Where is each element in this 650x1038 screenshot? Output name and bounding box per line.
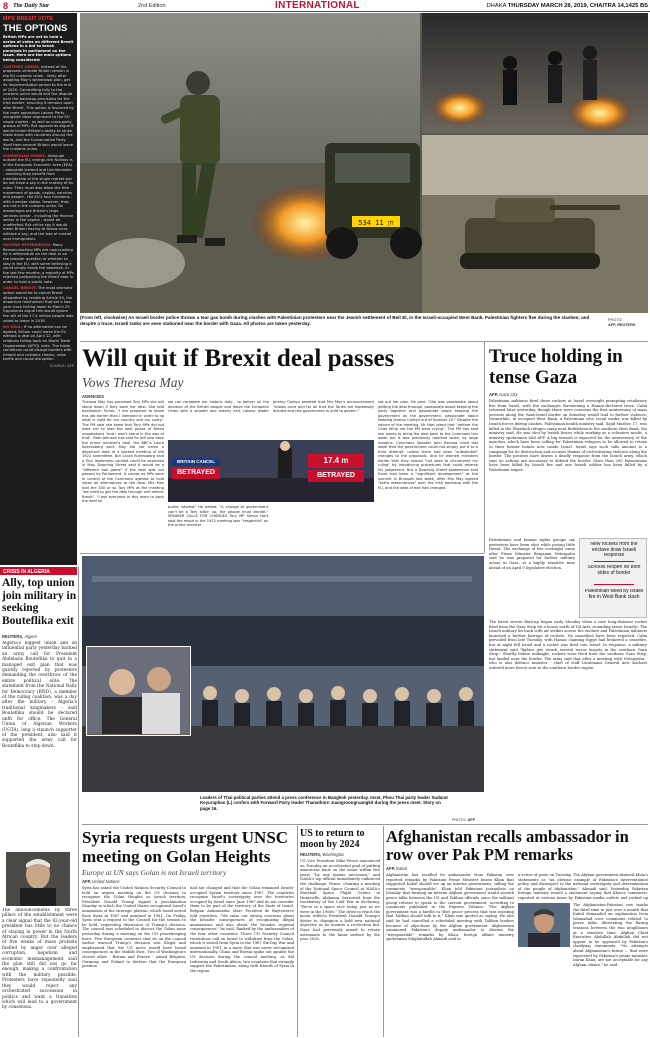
thai-inset-photo (86, 646, 191, 736)
syria-deck: Europe at UN says Golan is not Israeli territory (82, 868, 227, 877)
sidebar-option-2-text: Although outside the EU, energy-rich Norway is in the European Economic Area (EEA) - alongside Iceland and Liechtenstein - meaning they benefit from membership of the single market but do not have a say in the making of its rules. They must also allow the free movement of goods, capital, services and people - the EU's four freedoms - with member states. However, they are not in the customs union. Its advantages are Britain's large services sector - including the finance sector in the capital - would be unaffected. But critics say it would mean Britain having to follow rules without a say, and the loss of control over immigration. (3, 153, 74, 241)
photo-credit-text: AFP, REUTERS (608, 322, 636, 327)
gaza-infobox (579, 538, 647, 618)
sidebar-option-5 (3, 325, 74, 362)
sidebar-option-1-text: Instead of the proposals ultimate Britain remain in the EU customs union - likely after adopting May's withdrawal plan, get its implementation period to the end of 2020. Committing fully to the customs union would end the dispute over the backstop provisions for the Irish border, ensuring it remains open after Brexit. This option is favoured by the main opposition Labour Party - alongside close alignment to the EU single market - as well as cross-party groups of MPs. But opponents argue it would hinder Britain's ability to strike trade deals with countries around the world, and the Conservative Party itself from several Britain would leave the customs union. (3, 64, 74, 152)
afghan-byline-agency: AFP, (386, 866, 395, 871)
imran-khan-photo (518, 903, 570, 947)
syria-byline-agency: AFP, (82, 879, 91, 884)
paper-name: The Daily Star (13, 2, 50, 9)
syria-column-2: had not changed and that the Golan remained Israeli-occupied Syrian territory since 1967. The countries recognize Israel's sovereignty over the territories occupied by Israel since June 1967 and do not consider them to be part of the territory of the State of Israel, Belgian Ambassador Marc Pecsteen de Buytswerve told reporters. "We raise our strong concerns about the broader consequences of recognizing illegal annexations and also about the broader regional consequences," he said, flanked by the ambassadors of the four other countries. Three UN Security Council resolutions call on Israel to withdraw from the Golan, which it seized from Syria in the 1967 Six-Day War and annexed in 1981, in a move that was never recognized internationally. China and Russia spoke out against the US decision during the council meeting, as did Indonesia and South Africa, two countries that strongly support the Palestinians, along with friends of Syria in the region. (190, 886, 294, 973)
protest-sign-betrayed-left: BETRAYED (172, 467, 220, 479)
protest-sign-stat: 17.4 m (308, 454, 364, 468)
sidebar-source: SOURCE: AFP (49, 363, 74, 368)
moon-body: US Vice President Mike Pence announced on Tuesday an accelerated goal of putting Americans back on the moon within five years "by any means necessary," and NASA's top official immediately embraced the challenge. Pence, chairing a meeting of the National Space Council at NASA's Marshall Space Flight Center in Huntsville, Alabama, borrowed from the vocabulary of the Cold War in declaring, "We're in a space race today, just as we were in the 1960s." The drive to reach the moon reflects President Donald Trump's desire to champion a bold new national objective as he mounts a re-election bid. Nasa had previously aimed to return astronauts to the lunar surface by the year 2028. (300, 859, 380, 942)
photo-credit-label: PHOTO: (608, 318, 623, 322)
afghan-byline (386, 866, 407, 871)
thai-photo-caption: Leaders of Thai political parties attend a press conference in Bangkok yesterday. Inset, Phou Thai party leader Sudarat Keyuraphan (L) confers with Forward Party leader Thanathorn Juangroongruangkit during the press meet. Story on page 16. (200, 795, 448, 811)
top-photo-caption: (From left, clockwise) An Israeli border police throws a tear gas bomb during clashes with Palestinian protesters near the Jewish settlement of Beit El, in the Israeli-occupied West Bank. Palestinian fighters flee during the clashes; and despite a truce, Israeli tanks are seen stationed near the border with Gaza. All photos are taken yesterday. (80, 315, 590, 326)
gaza-column-top: Palestinian militants fired three rockets at Israel overnight prompting retaliatory fire from Israel, with the exchanges threatening a Hamas-declared truce. Calm returned later yesterday, though there were concerns the first anniversary of mass protests along the Gaza-Israel border on Saturday would lead to further violence. Meanwhile, in occupied West Bank, a Palestinian who social media was killed by Israeli forces during clashes, Palestinian health ministry said. Sajid Muzher, 17, was killed in the Dheisheh refugee camp near Bethlehem in the southern West Bank, the ministry said. He was shot by Israeli forces while working as a volunteer medic, a ministry spokesman told AFP. A big turnout is expected for the anniversary of the marches, which have been calling for Palestinian refugees to be allowed to return to their former homes now inside Israel. Israel says such calls amount to a campaign for its destruction and accuses Hamas of orchestrating violence along the border. The protests have drawn a deadly response from the Israeli army, which says its actions are necessary to defend the border. More than 200 Palestinians have been killed by Israeli fire and one Israeli soldier has been killed by a Palestinian sniper. (489, 399, 647, 472)
brexit-byline: AGENCIES (82, 394, 104, 399)
algeria-body: Algeria's biggest union and an influential party yesterday backed an army call for President Abdelaziz Bouteflika to quit in a managed exit plan that was quickly rejected by protesters demanding the overthrow of the entire political elite. The statement from the National Rally for Democracy (RND), a member of the ruling coalition, was a day after the military - Algeria's traditional kingmakers - said Bouteflika should be declared unfit for office. The General Union of Algerian Workers (UGTA), long a staunch supporter of the president, also said it supported the army call for Bouteflika to step down. (2, 641, 77, 749)
moon-byline (300, 852, 344, 857)
algeria-byline (2, 634, 37, 639)
thai-credit-label: PHOTO: (452, 818, 467, 822)
top-photo-credit (608, 318, 648, 327)
syria-headline: Syria requests urgent UNSC meeting on Golan Heights (82, 828, 289, 866)
syria-byline (82, 879, 120, 884)
sidebar-option-4-label: CANCEL BREXIT: (3, 286, 37, 291)
moon-byline-agency: REUTERS, (300, 852, 322, 857)
edition-label: 2nd Edition (138, 3, 166, 9)
afghan-byline-place: Kabul (396, 866, 407, 871)
brexit-column-2-bottom: public interest" He added: "A change of government can't be a Tory stitch up, the people must decide." SPEAKER CALLS FOR CHANGES Tory MP Simon Hart said the mood in the 1922 meeting was "respectful" as the prime minister (168, 505, 268, 527)
algeria-byline-place: Algiers (24, 634, 38, 639)
sidebar-option-4 (3, 286, 74, 323)
sidebar-option-5-label: NO DEAL: (3, 325, 23, 330)
masthead (0, 0, 650, 12)
brexit-column-1: Theresa May has promised Tory MPs she will stand down if they back her deal. She told backbench Tories: "I am prepared to leave this job earlier than I intended in order to do what is right for our country and our party." The PM said she knew that Tory MPs did not want her to lead the next phase of Brexit negotiations "and I won't stand in the way of that". Both Johnson has said he will now back the prime minister's deal, the BBC's Laura Kuenssberg said. May did not name a departure date at a packed meeting of the 1922 committee. But Laura Kuenssberg said a Tory leadership contest could be expected in May. Downing Street said it would be a "different ball game" if the deal was not passed by Parliament. It comes as MPs were in control of the Commons agenda to hold votes on alternatives to the deal. Mrs May told the 300 or so Tory MPs at the meeting "we need to get the deal through and deliver Brexit". "I ask everyone in this room to back the deal so (82, 400, 164, 503)
infobox-divider-2 (594, 584, 634, 585)
thai-credit-text: AFP (467, 818, 476, 822)
gaza-byline-place: Gaza City (499, 392, 518, 397)
sidebar-option-1 (3, 65, 74, 152)
gaza-column-bottom: The latest severe flare-up began early Monday when a rare long-distance rocket fired from the Gaza Strip hit a house north of Tel Aviv, wounding seven Israelis. The Israeli military hit back with air strikes across the enclave and Palestinian militants launched a further barrage of rockets. No casualties have been reported. Calm prevailed from late Tuesday, with Hamas claiming Egypt had brokered a ceasefire, but at night fell Israel and a rocket was fired into Israel. In response, a military statement said "fighter jets struck several terror targets in the southern Gaza Strip." Shortly before midnight, rockets were fired from the southern Gaza Strip, but landed near the border. The army said that after a meeting with Netanyahu - who is also defence minister - chief of staff Lieutenant General Aviv Kochavi ordered more forces sent to the southern border region. (489, 620, 647, 670)
sidebar-option-3-label: SECOND REFERENDUM: (3, 243, 52, 248)
dateline-date: THURSDAY MARCH 28, 2019, CHAITRA 14,1425 BS (507, 2, 648, 9)
sidebar-option-3-text: Many Remain-backing MPs are now pushing for a referendum on the deal or on the broader question of whether to stay in the EU, with some believing it could simply break the deadlock. In the last few months, a majority of MPs rejected postponing the Brexit date in order to hold a public vote. (3, 243, 74, 284)
brexit-column-3: set out her plan. He said: "She was passionate about getting the deal through, passionate about keeping the party together and passionate about keeping the government as the government, passionate about keeping Jeremy Corbyn out of Number 10." Despite the nature of the meeting, Mr Hart joked that "neither the Chief Whip nor the PM were crying". The PM has said she wants to bring the deal back to the Commons this week but it was previously rejected twice, by large margins. Commons Speaker John Bercow ruled last week that the government could not simply put it to a third attempt, unless there had been "substantial" changes to the proposals. And he warned ministers earlier that they should "not seek to circumvent my ruling" by introducing procedures that could reverse his judgement. But a Downing Street spokesman said there had been a "significant development" at the summit in Brussels last week, after Mrs May agreed "extra reassurances" over the Irish backstop with the EU, and the date of exit had changed. (378, 400, 478, 490)
protest-banner: BRITAIN CANCEL (172, 458, 220, 466)
syria-column-1: Syria has asked the United Nations Security Council to hold an urgent meeting on the US decision to recognize the Golan Heights as Israeli territory. President Donald Trump signed a proclamation Monday in which the United States recognized Israel's annexation of the strategic plateau, which Israel seized from Syria in 1967 and annexed in 1981. On Friday, Syria sent a request to the Council for the session to be held, requesting discussion of Trump's decision. The council was scheduled to discuss the Golan issue yesterday during a meeting on the UN peacekeeping force. Five European countries that sit on the council earlier warned Trump's decision was illegal and emphasized that the US move would have broad consequences in the Middle East. Two of Washington's closest allies - Britain and France - joined Belgium, Germany and Poland to declare that the European position (82, 886, 186, 969)
sidebar-kicker: MPS BREXIT VOTE (3, 16, 54, 22)
brexit-headline: Will quit if Brexit deal passes (82, 346, 395, 371)
tear-gas-smoke (95, 238, 185, 288)
gaza-column-narrow: Palestinians and human rights groups say protesters have been shot while posing little threat. The exchange of fire overnight came after Prime Minister Benjamin Netanyahu said he was prepared for further military action in Gaza, at a highly sensitive time ahead of an April 9 legislative election. (489, 538, 575, 570)
moon-byline-place: Washington (322, 852, 345, 857)
algeria-kicker: CRISIS IN ALGERIA (3, 568, 50, 575)
afghan-column-2-side: The Afghanistan-Pakistan row marks the third time in just over a month that Kabul demanded an explanation from Islamabad over comments related to peace talks, illustrating the flaring tensions between the two neighbours at a sensitive time. Afghan Chief Executive Abdullah Abdullah did not appear to be appeased by Pakistan's clarifying statements. "No attempts about Afghanistan's future ... that were expressed by Pakistan's prime minister, Imran Khan, are not acceptable for any Afghan citizen," he said. (573, 903, 648, 967)
sidebar-option-2 (3, 154, 74, 241)
afghan-headline: Afghanistan recalls ambassador in row over Pak PM remarks (386, 828, 629, 864)
dateline (430, 3, 648, 9)
gaza-byline-agency: AFP (489, 392, 497, 397)
moon-headline: US to return to moon by 2024 (300, 828, 365, 850)
sidebar-option-3 (3, 243, 74, 284)
algeria-headline: Ally, top union join military in seeking Bouteflika exit (2, 577, 77, 627)
clashes-photo (80, 13, 648, 313)
sidebar-intro: British MPs are set to hold a series of votes on different Brexit options in a bid to break paralysis in parliament on the issue. Here are the main options being considered: (3, 35, 74, 62)
sidebar-option-1-label: CUSTOMS UNION: (3, 64, 40, 69)
page-number: 8 (3, 1, 9, 11)
brexit-deck: Vows Theresa May (82, 375, 184, 390)
brexit-column-2-top: we can complete our historic duty - to deliver on the decision of the British people and leave the European Union with a smooth and orderly exit. Labour leader Jeremy Corbyn tweeted that Mrs May's announcement "shows once and for all that the Tories are hopelessly divided and this government is unfit to govern." (168, 400, 374, 413)
top-photo-collage (80, 13, 648, 313)
infobox-item-1: New rockets from the enclave draw Israeli response (590, 542, 638, 559)
brexit-options-sidebar (0, 13, 77, 565)
afghan-column-1: Afghanistan has recalled its ambassador from Pakistan over reported remarks by Pakistani Prime Minister Imran Khan that suggested Kabul should set up an interim government, calling the comments "irresponsible". Khan told Pakistani journalists on Monday that forming an interim Afghan government would smooth peace talks between the US and Taliban officials since the militant group refuses to speak to the current government, according to comments published in the Express Tribune. "The Afghan government was a hurdle in (the) peace process that was insisting that Taliban should talk to it," Khan was quoted as saying. He also said he had cancelled a scheduled meeting with Taliban leaders because of objections by the Afghan government. Afghanistan summoned Pakistan's deputy ambassador to discuss the "irresponsible" remarks by Khan, foreign affairs ministry spokesman Sibghatullah Ahmadi said in (386, 873, 514, 942)
sidebar-title: THE OPTIONS (3, 23, 68, 34)
infobox-item-2: Schools reopen on both sides of border (587, 565, 641, 576)
algeria-byline-agency: REUTERS, (2, 634, 24, 639)
syria-byline-place: United Nations (92, 879, 120, 884)
vehicle-plate-text: 534 חן 11 (358, 219, 394, 227)
gaza-byline: AFP, Gaza City (489, 392, 518, 397)
brexit-protest-photo (168, 440, 374, 502)
sidebar-option-2-label: NORWEGIAN MODEL: (3, 153, 47, 158)
gaza-headline: Truce holding in tense Gaza (489, 346, 623, 388)
algeria-kicker-bar (0, 567, 77, 575)
infobox-divider-1 (594, 561, 634, 562)
bouteflika-photo (6, 852, 70, 906)
afghan-column-2-top: a series of posts on Tuesday. The Afghan government deemed Khan's statements as "an obvious example of Pakistan's interventionist policy and disrespect to the national sovereignty and determination of the people of Afghanistan," Ahmadi said. Yesterday, Pakistan foreign ministry issued a statement saying that Khan's comments, reported at various times by Pakistani media outlets and picked up (518, 873, 648, 900)
thai-photo-credit (452, 818, 475, 822)
dateline-city: DHAKA (486, 2, 507, 9)
sidebar-option-5-text: If no alternative can be agreed, Britain could leave the EU without a deal on April 12, with relations falling back on World Trade Organization (WTO) rules. The trade conditions could disrupt borders with Ireland and customs checks, raise tariffs and cause disruption. (3, 325, 72, 362)
section-title: INTERNATIONAL (275, 0, 360, 11)
algeria-body-2: The announcements by three pillars of the establishment were a clear signal that the 82-year-old president has little to no chance of staying in power in the North African country. But the leaders of five weeks of mass protests fuelled by anger over alleged corruption, nepotism and economic mismanagement said the plan still did not go far enough, making a confrontation with the military possible. Protesters have repeatedly said they would reject any orchestrated succession in politics and want a transition which will lead to a government by consensus. (2, 908, 77, 1011)
thai-press-photo (82, 556, 484, 792)
sidebar-option-4-text: The most dramatic option would be to cancel Brexit altogether by revoking Article 50, the departure mechanism that set a two-year clock ticking down to March 29. Opponents argue this would ignore the will of the 17.4 million people who voted to leave in 2016. (3, 286, 74, 323)
sidebar-body (3, 35, 74, 561)
infobox-item-3: Palestinian killed by Israeli fire in West Bank clash (584, 589, 644, 600)
protest-sign-betrayed-right: BETRAYED (308, 470, 364, 482)
